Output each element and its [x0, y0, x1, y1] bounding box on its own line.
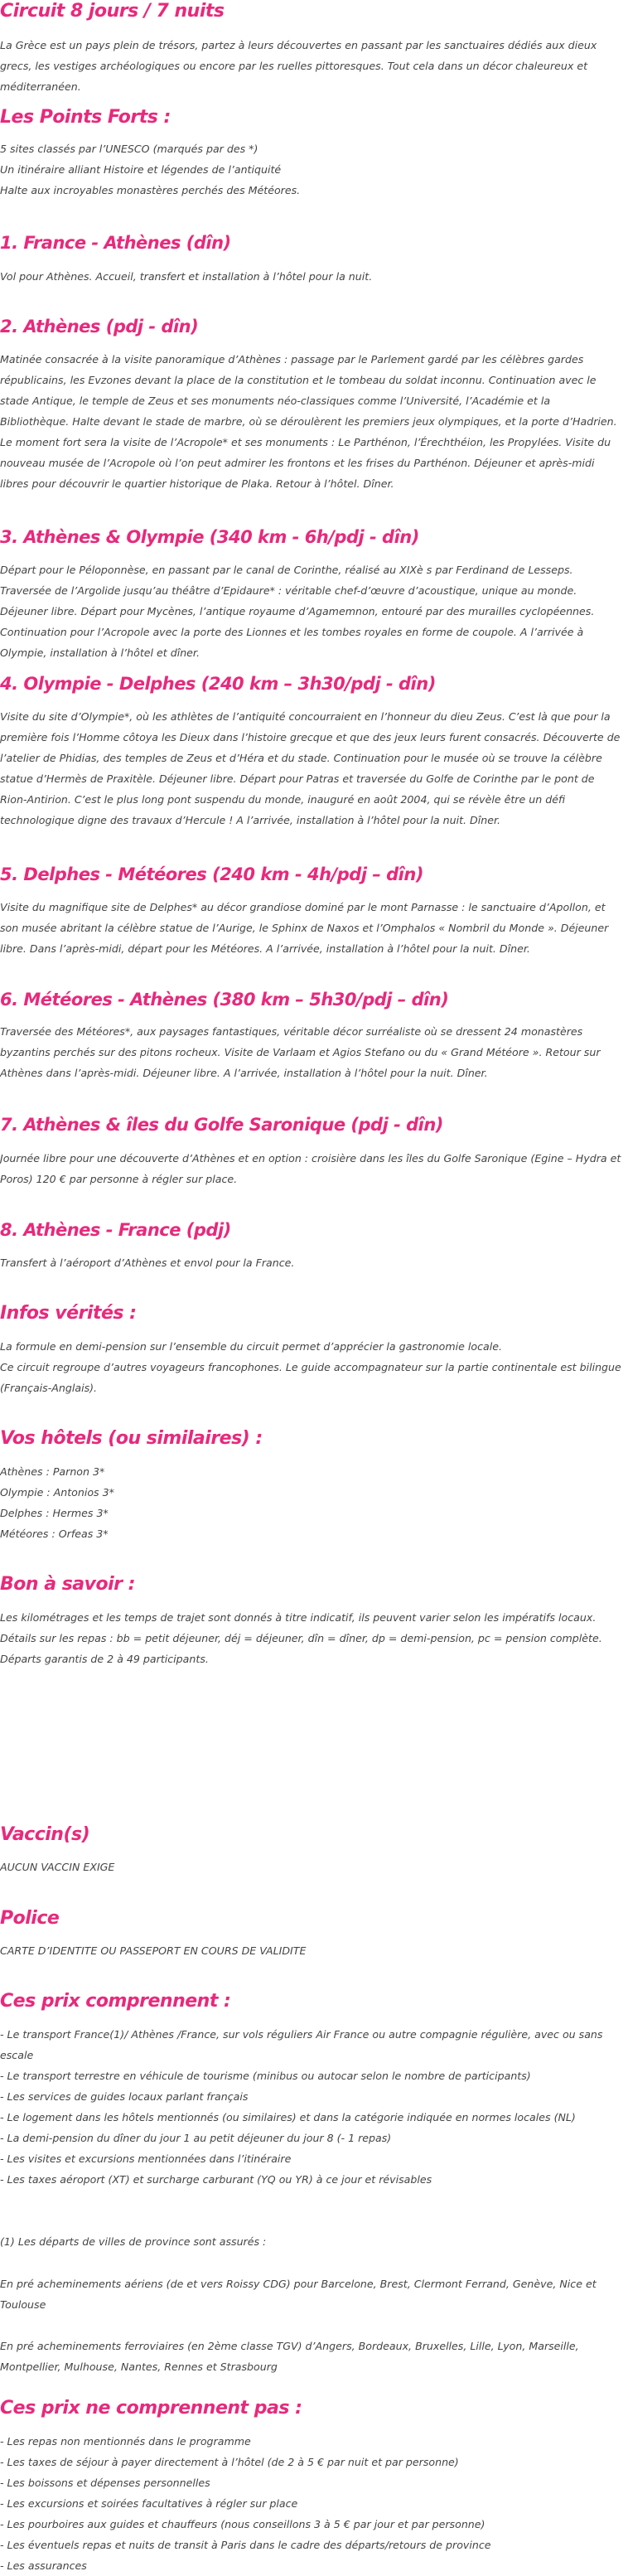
day-6-text: Traversée des Météores*, aux paysages fantastiques, véritable décor surréaliste où se dressent 24 monastères byzantins perchés sur des pitons rocheux. Visite de Varlaam et Agios Stefano ou du « Grand Météore ». Retour sur Athènes dans l’après-midi. Déjeuner libre. A l’arrivée, installation à l’hôtel pour la nuit. Dîner. [0, 1025, 601, 1079]
day-2-text: Matinée consacrée à la visite panoramique d’Athènes : passage par le Parlement gardé par les célèbres gardes républicains, les Evzones devant la place de la constitution et le tombeau du soldat inconnu. Continuation avec le stade Antique, le temple de Zeus et ses monuments néo-classiques comme l’Université, l’Académie et la Bibliothèque. Halte devant le stade de marbre, où se déroulèrent les premiers jeux olympiques, et la porte d’Hadrien. Le moment fort sera la visite de l’Acropole* et ses monuments : Le Parthénon, l’Érechthéion, les Propylées. Visite du nouveau musée de l’Acropole où l’on peut admirer les frontons et les frises du Parthénon. Déjeuner et après-midi libres pour découvrir le quartier historique de Plaka. Retour à l’hôtel. Dîner. [0, 353, 617, 490]
hotels-list [0, 1461, 621, 1544]
included-note-2: En pré acheminements aériens (de et vers Roissy CDG) pour Barcelone, Brest, Clermont Ferrand, Genève, Nice et Toulouse [0, 2278, 597, 2311]
hotel-item: Delphes : Hermes 3* [0, 1507, 109, 1519]
included-item: - La demi-pension du dîner du jour 1 au petit déjeuner du jour 8 (- 1 repas) [0, 2132, 392, 2144]
excluded-item: - Les repas non mentionnés dans le programme [0, 2435, 251, 2448]
day-4-text: Visite du site d’Olympie*, où les athlètes de l’antiquité concourraient en l’honneur du dieu Zeus. C’est là que pour la première fois l’Homme côtoya les Dieux dans l’histoire grecque et que des jeux leurs furent consacrés. Découverte de l’atelier de Phidias, des temples de Zeus et d’Héra et du stade. Continuation pour le musée où se trouve la célèbre statue d’Hermès de Praxitèle. Déjeuner libre. Départ pour Patras et traversée du Golfe de Corinthe par le pont de Rion-Antirion. C’est le plus long pont suspendu du monde, inauguré en août 2004, qui se révèle être un défi technologique digne des travaux d’Hercule ! A l’arrivée, installation à l’hôtel pour la nuit. Dîner. [0, 710, 621, 826]
day-5-text: Visite du magnifique site de Delphes* au décor grandiose dominé par le mont Parnasse : le sanctuaire d’Apollon, et son musée abritant la célèbre statue de l’Aurige, le Sphinx de Naxos et l’Omphalos « Nombril du Monde ». Déjeuner libre. Dans l’après-midi, départ pour les Météores. A l’arrivée, installation à l’hôtel pour la nuit. Dîner. [0, 901, 609, 955]
included-item: - Le transport France(1)/ Athènes /France, sur vols réguliers Air France ou autre compagnie régulière, avec ou sans escale [0, 2028, 603, 2061]
day-5-heading: 5. Delphes - Météores (240 km - 4h/pdj – dîn) [0, 864, 423, 884]
excluded-item: - Les assurances [0, 2559, 87, 2572]
good-to-know-heading: Bon à savoir : [0, 1574, 135, 1595]
good-to-know-line: Les kilométrages et les temps de trajet sont donnés à titre indicatif, ils peuvent varier selon les impératifs locaux. [0, 1611, 597, 1624]
good-to-know-text [0, 1607, 621, 1669]
day-4-heading: 4. Olympie - Delphes (240 km – 3h30/pdj - dîn) [0, 674, 436, 694]
day-3-text: Départ pour le Péloponnèse, en passant par le canal de Corinthe, réalisé au XIXè s par Ferdinand de Lesseps. Traversée de l’Argolide jusqu’au théâtre d’Epidaure* : véritable chef-d’œuvre d’acoustique, unique au monde. Déjeuner libre. Départ pour Mycènes, l’antique royaume d’Agamemnon, entouré par des murailles cyclopéennes. Continuation pour l’Acropole avec la porte des Lionnes et les tombes royales en forme de coupole. A l’arrivée à Olympie, installation à l’hôtel et dîner. [0, 564, 595, 659]
excluded-item: - Les excursions et soirées facultatives à régler sur place [0, 2497, 298, 2510]
included-heading: Ces prix comprennent : [0, 1991, 231, 2012]
excluded-item: - Les pourboires aux guides et chauffeurs (nous conseillons 3 à 5 € par jour et par personne) [0, 2518, 485, 2530]
police-value: CARTE D’IDENTITE OU PASSEPORT EN COURS DE VALIDITE [0, 1944, 307, 1957]
police-heading: Police [0, 1908, 60, 1929]
day-7-text: Journée libre pour une découverte d’Athènes et en option : croisière dans les îles du Golfe Saronique (Egine – Hydra et Poros) 120 € par personne à régler sur place. [0, 1152, 621, 1185]
infos-heading: Infos vérités : [0, 1303, 137, 1324]
good-to-know-line: Départs garantis de 2 à 49 participants. [0, 1653, 209, 1665]
included-item: - Le transport terrestre en véhicule de tourisme (minibus ou autocar selon le nombre de participants) [0, 2070, 531, 2082]
included-item: - Les taxes aéroport (XT) et surcharge carburant (YQ ou YR) à ce jour et révisables [0, 2173, 432, 2186]
day-1-text: Vol pour Athènes. Accueil, transfert et installation à l’hôtel pour la nuit. [0, 270, 373, 283]
included-item: - Les visites et excursions mentionnées dans l’itinéraire [0, 2152, 292, 2165]
infos-text [0, 1336, 621, 1398]
day-3-heading: 3. Athènes & Olympie (340 km - 6h/pdj - dîn) [0, 527, 419, 547]
highlight-item: Halte aux incroyables monastères perchés des Météores. [0, 184, 301, 196]
infos-line: La formule en demi-pension sur l’ensemble du circuit permet d’apprécier la gastronomie locale. [0, 1340, 502, 1353]
excluded-list [0, 2431, 621, 2576]
included-note-3: En pré acheminements ferroviaires (en 2ème classe TGV) d’Angers, Bordeaux, Bruxelles, Lille, Lyon, Marseille, Montpellier, Mulhouse, Nantes, Rennes et Strasbourg [0, 2340, 579, 2373]
highlights-heading: Les Points Forts : [0, 107, 171, 128]
hotel-item: Olympie : Antonios 3* [0, 1486, 114, 1499]
vaccines-heading: Vaccin(s) [0, 1824, 90, 1845]
day-8-text: Transfert à l’aéroport d’Athènes et envol pour la France. [0, 1257, 295, 1269]
page-title: Circuit 8 jours / 7 nuits [0, 1, 225, 22]
vaccines-text [0, 1857, 621, 1877]
excluded-item: - Les éventuels repas et nuits de transit à Paris dans le cadre des départs/retours de province [0, 2539, 491, 2551]
excluded-item: - Les boissons et dépenses personnelles [0, 2477, 210, 2489]
police-text [0, 1940, 621, 1961]
hotels-heading: Vos hôtels (ou similaires) : [0, 1428, 263, 1449]
included-list [0, 2024, 621, 2190]
highlight-item: Un itinéraire alliant Histoire et légendes de l’antiquité [0, 163, 282, 176]
day-7-heading: 7. Athènes & îles du Golfe Saronique (pdj - dîn) [0, 1115, 443, 1135]
vaccines-value: AUCUN VACCIN EXIGE [0, 1861, 115, 1873]
intro-paragraph: La Grèce est un pays plein de trésors, partez à leurs découvertes en passant par les sanctuaires dédiés aux dieux grecs, les vestiges archéologiques ou encore par les ruelles pittoresques. Tout cela dans un décor chaleureux et méditerranéen. [0, 39, 597, 93]
good-to-know-line: Détails sur les repas : bb = petit déjeuner, déj = déjeuner, dîn = dîner, dp = demi-pension, pc = pension complète. [0, 1632, 602, 1644]
hotel-item: Athènes : Parnon 3* [0, 1465, 105, 1478]
included-note-1: (1) Les départs de villes de province sont assurés : [0, 2235, 267, 2248]
highlight-item: 5 sites classés par l’UNESCO (marqués par des *) [0, 143, 258, 155]
highlights-list [0, 138, 621, 201]
included-item: - Le logement dans les hôtels mentionnés (ou similaires) et dans la catégorie indiquée en normes locales (NL) [0, 2111, 576, 2123]
included-item: - Les services de guides locaux parlant français [0, 2090, 249, 2103]
day-1-heading: 1. France - Athènes (dîn) [0, 233, 231, 253]
infos-line: Ce circuit regroupe d’autres voyageurs francophones. Le guide accompagnateur sur la partie continentale est bilingue (Français-Anglais). [0, 1361, 621, 1394]
excluded-item: - Les taxes de séjour à payer directement à l’hôtel (de 2 à 5 € par nuit et par personne) [0, 2456, 459, 2468]
day-2-heading: 2. Athènes (pdj - dîn) [0, 317, 199, 337]
day-6-heading: 6. Météores - Athènes (380 km – 5h30/pdj – dîn) [0, 990, 449, 1010]
day-8-heading: 8. Athènes - France (pdj) [0, 1220, 231, 1240]
hotel-item: Météores : Orfeas 3* [0, 1528, 109, 1540]
excluded-heading: Ces prix ne comprennent pas : [0, 2398, 302, 2419]
